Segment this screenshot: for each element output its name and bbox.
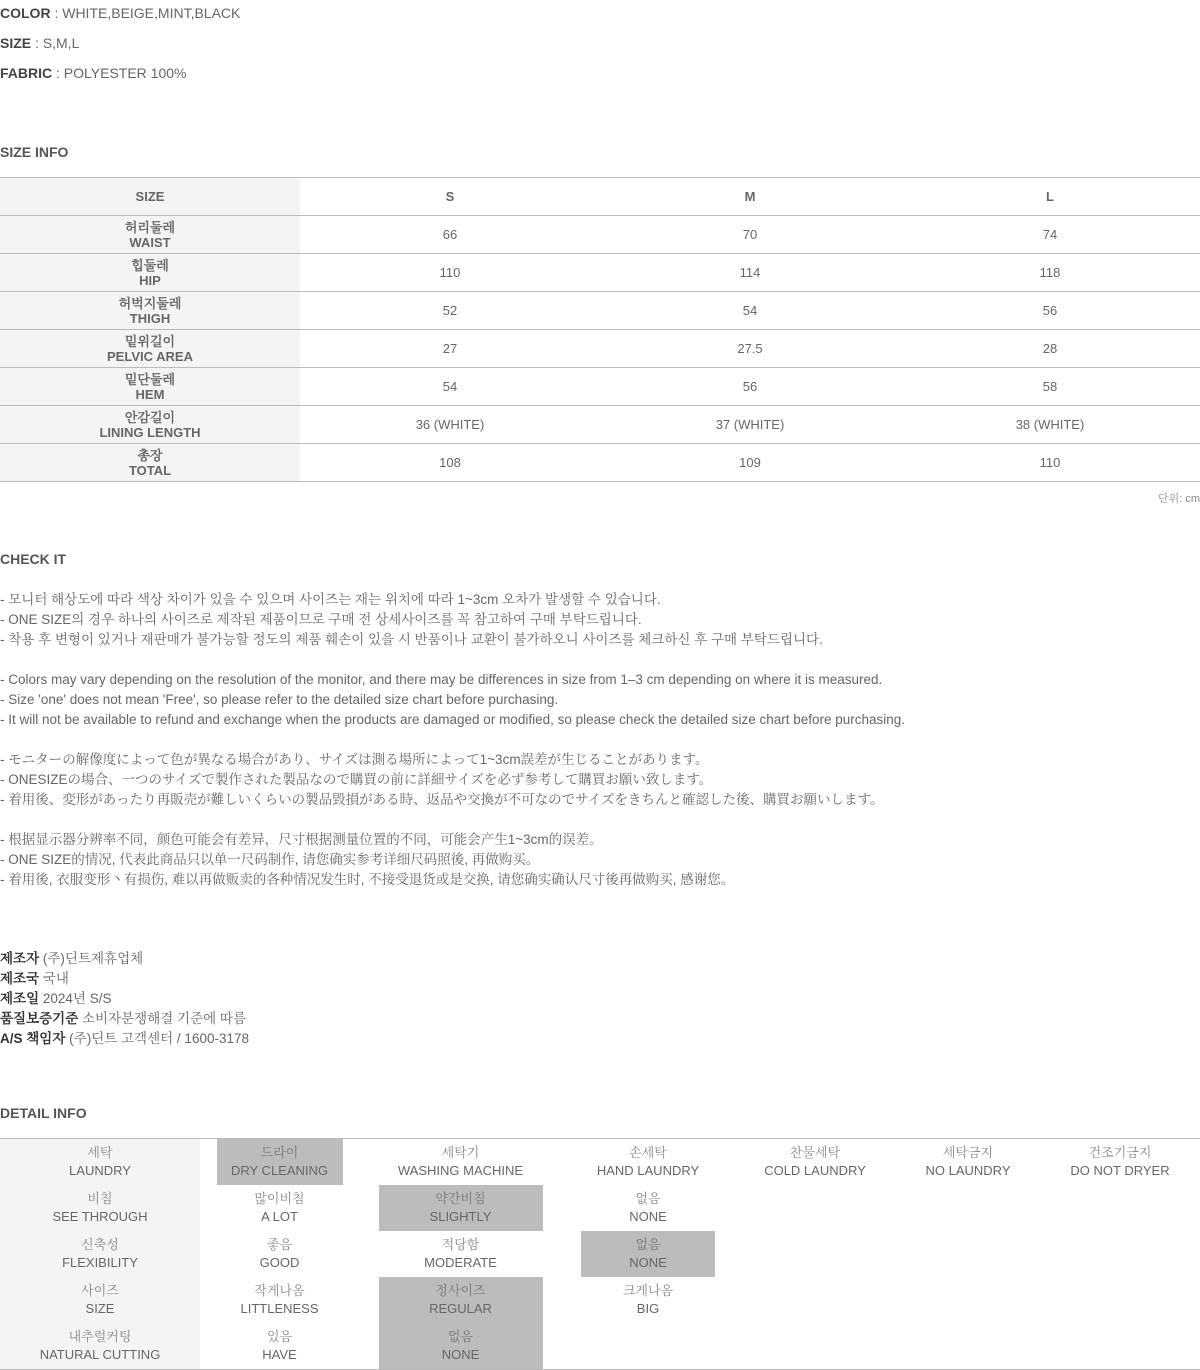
option-cell-selected	[379, 1185, 543, 1231]
category-ko: 비침	[87, 1191, 113, 1206]
detail-row-laundry	[0, 1139, 1200, 1186]
category-cell	[62, 1231, 138, 1277]
option-cell	[262, 1323, 296, 1369]
size-info-title: SIZE INFO	[0, 144, 69, 160]
maker-value: 소비자분쟁해결 기준에 따름	[82, 1011, 247, 1026]
row-label	[0, 330, 300, 368]
detail-category	[0, 1277, 200, 1323]
table-row	[0, 444, 1200, 482]
detail-option	[200, 1323, 359, 1370]
option-en: A LOT	[261, 1209, 298, 1224]
table-cell: 110	[900, 444, 1200, 482]
option-ko: 손세탁	[629, 1145, 667, 1160]
category-ko: 신축성	[81, 1237, 119, 1252]
table-cell: 66	[300, 216, 600, 254]
spec-value: WHITE,BEIGE,MINT,BLACK	[62, 5, 241, 21]
option-en: GOOD	[259, 1255, 300, 1270]
table-cell: 28	[900, 330, 1200, 368]
option-cell	[260, 1231, 300, 1277]
option-en: NONE	[629, 1255, 667, 1270]
table-cell: 74	[900, 216, 1200, 254]
detail-option	[359, 1231, 562, 1277]
detail-option	[562, 1185, 734, 1231]
detail-empty	[896, 1323, 1040, 1370]
detail-empty	[1040, 1277, 1200, 1323]
table-row	[0, 292, 1200, 330]
option-cell	[398, 1139, 523, 1185]
option-en: MODERATE	[424, 1255, 497, 1270]
option-ko: 약간비침	[435, 1191, 486, 1206]
category-en: NATURAL CUTTING	[39, 1347, 161, 1362]
row-label-ko: 총장	[137, 447, 163, 463]
table-cell: 54	[600, 292, 900, 330]
row-label-en: HIP	[139, 272, 161, 288]
table-cell: 56	[600, 368, 900, 406]
option-en: HAVE	[262, 1347, 297, 1362]
table-cell: 27.5	[600, 330, 900, 368]
row-label	[0, 368, 300, 406]
maker-value: (주)딘트 고객센터 / 1600-3178	[69, 1031, 249, 1046]
category-cell	[81, 1277, 119, 1323]
option-ko: 작게나옴	[254, 1283, 305, 1298]
spec-label: COLOR	[0, 5, 51, 21]
detail-option	[359, 1139, 562, 1186]
maker-line	[0, 1029, 249, 1049]
header-cell: L	[900, 178, 1200, 216]
detail-empty	[734, 1323, 896, 1370]
table-row	[0, 368, 1200, 406]
maker-value: 국내	[42, 971, 69, 986]
detail-row-see-through	[0, 1185, 1200, 1231]
category-ko: 내추럴커팅	[68, 1329, 132, 1344]
row-label-ko: 허리둘레	[124, 219, 176, 235]
detail-empty	[734, 1277, 896, 1323]
table-cell: 70	[600, 216, 900, 254]
option-cell	[925, 1139, 1010, 1185]
header-cell: SIZE	[0, 178, 300, 216]
detail-option	[359, 1277, 562, 1323]
option-en: WASHING MACHINE	[397, 1163, 524, 1178]
category-ko: 세탁	[87, 1145, 113, 1160]
table-cell: 108	[300, 444, 600, 482]
maker-label: A/S 책임자	[0, 1031, 66, 1046]
option-cell-selected	[379, 1277, 543, 1323]
table-row	[0, 330, 1200, 368]
option-en: NONE	[629, 1209, 667, 1224]
option-en: DRY CLEANING	[230, 1163, 329, 1178]
option-cell	[597, 1139, 699, 1185]
option-cell	[1070, 1139, 1169, 1185]
option-en: LITTLENESS	[240, 1301, 319, 1316]
detail-empty	[734, 1185, 896, 1231]
row-label	[0, 216, 300, 254]
row-label-en: TOTAL	[128, 462, 172, 478]
option-en: COLD LAUNDRY	[764, 1163, 866, 1178]
row-label-en: PELVIC AREA	[107, 348, 193, 364]
row-label	[0, 254, 300, 292]
detail-empty	[896, 1231, 1040, 1277]
maker-line	[0, 989, 249, 1009]
category-en: SIZE	[85, 1301, 115, 1316]
maker-line	[0, 1009, 249, 1029]
table-cell: 27	[300, 330, 600, 368]
spec-color: COLOR : WHITE,BEIGE,MINT,BLACK	[0, 5, 241, 21]
detail-option	[359, 1185, 562, 1231]
option-ko: 세탁기	[441, 1145, 480, 1160]
option-en: NO LAUNDRY	[925, 1163, 1011, 1178]
row-label	[0, 292, 300, 330]
table-row	[0, 406, 1200, 444]
row-label	[0, 444, 300, 482]
detail-option	[200, 1277, 359, 1323]
check-it-notes	[0, 590, 905, 890]
check-it-title: CHECK IT	[0, 551, 67, 567]
option-en: REGULAR	[429, 1301, 492, 1316]
spec-label: SIZE	[0, 35, 32, 51]
option-en: HAND LAUNDRY	[596, 1163, 700, 1178]
option-ko: 없음	[635, 1191, 661, 1206]
note-line: - ONE SIZE의 경우 하나의 사이즈로 제작된 제품이므로 구매 전 상세사이즈를 꼭 참고하여 구매 부탁드립니다.	[0, 612, 642, 627]
row-label-en: LINING LENGTH	[99, 424, 201, 440]
maker-label: 제조자	[0, 951, 40, 966]
note-gap	[0, 730, 905, 750]
table-cell: 54	[300, 368, 600, 406]
detail-empty	[734, 1231, 896, 1277]
option-ko: 많이비침	[254, 1191, 305, 1206]
option-cell-selected	[217, 1139, 343, 1185]
note-line: - Size 'one' does not mean 'Free', so please refer to the detailed size chart before purchasing.	[0, 692, 559, 707]
option-ko: 정사이즈	[435, 1283, 486, 1298]
detail-option	[200, 1185, 359, 1231]
maker-label: 품질보증기준	[0, 1011, 79, 1026]
row-label-en: WAIST	[129, 234, 171, 250]
detail-row-natural-cutting	[0, 1323, 1200, 1370]
detail-row-size	[0, 1277, 1200, 1323]
table-cell: 110	[300, 254, 600, 292]
row-label-ko: 안감길이	[124, 409, 176, 425]
detail-option	[896, 1139, 1040, 1186]
row-label-ko: 밑위길이	[124, 333, 176, 349]
detail-empty	[896, 1277, 1040, 1323]
category-ko: 사이즈	[81, 1283, 119, 1298]
option-cell	[424, 1231, 497, 1277]
category-cell	[69, 1139, 131, 1185]
row-label-en: THIGH	[129, 310, 171, 326]
option-ko: 있음	[266, 1329, 293, 1344]
category-cell	[52, 1185, 147, 1231]
category-cell	[40, 1323, 161, 1369]
detail-option	[562, 1277, 734, 1323]
table-row	[0, 254, 1200, 292]
note-line: - モニターの解像度によって色が異なる場合があり、サイズは測る場所によって1~3cm誤差が生じることがあります。	[0, 752, 709, 767]
table-cell: 118	[900, 254, 1200, 292]
note-line: - ONE SIZE的情况, 代表此商品只以单一尺码制作, 请您确实参考详细尺码照後, 再做购买。	[0, 852, 540, 867]
detail-empty	[562, 1323, 734, 1370]
maker-value: 2024년 S/S	[42, 991, 112, 1006]
size-table	[0, 177, 1200, 482]
option-cell-selected	[581, 1231, 715, 1277]
table-cell: 56	[900, 292, 1200, 330]
note-line: - 착용 후 변형이 있거나 재판매가 불가능할 정도의 제품 훼손이 있을 시 반품이나 교환이 불가하오니 사이즈를 체크하신 후 구매 부탁드립니다.	[0, 632, 823, 647]
table-cell: 37 (WHITE)	[600, 406, 900, 444]
detail-option	[1040, 1139, 1200, 1186]
note-gap	[0, 650, 905, 670]
option-cell	[629, 1185, 667, 1231]
detail-option	[734, 1139, 896, 1186]
option-cell-selected	[379, 1323, 543, 1369]
table-cell: 52	[300, 292, 600, 330]
note-line: - 根据显示器分辨率不同，颜色可能会有差异，尺寸根据测量位置的不同，可能会产生1~3cm的误差。	[0, 832, 603, 847]
row-label-en: HEM	[135, 386, 165, 402]
spec-value: S,M,L	[42, 35, 80, 51]
option-ko: 적당함	[441, 1237, 480, 1252]
detail-option	[562, 1139, 734, 1186]
maker-value: (주)딘트제휴업체	[42, 951, 144, 966]
maker-line	[0, 949, 249, 969]
option-en: SLIGHTLY	[429, 1209, 492, 1224]
detail-option	[562, 1231, 734, 1277]
option-en: DO NOT DRYER	[1070, 1163, 1170, 1178]
option-cell	[254, 1185, 304, 1231]
maker-label: 제조국	[0, 971, 40, 986]
note-line: - ONESIZEの場合、一つのサイズで製作された製品なので購買の前に詳細サイズを必ず参考して購買お願い致します。	[0, 772, 713, 787]
detail-empty	[1040, 1231, 1200, 1277]
option-ko: 건조기금지	[1088, 1145, 1152, 1160]
table-cell: 109	[600, 444, 900, 482]
row-label-ko: 허벅지둘레	[118, 295, 182, 311]
category-en: FLEXIBILITY	[62, 1255, 138, 1270]
option-ko: 찬물세탁	[789, 1145, 841, 1160]
maker-label: 제조일	[0, 991, 40, 1006]
detail-category	[0, 1323, 200, 1370]
option-ko: 좋음	[266, 1237, 293, 1252]
detail-info-title: DETAIL INFO	[0, 1105, 87, 1121]
size-table-header	[0, 178, 1200, 216]
detail-option	[200, 1139, 359, 1186]
row-label	[0, 406, 300, 444]
header-cell: S	[300, 178, 600, 216]
spec-label: FABRIC	[0, 65, 53, 81]
spec-value: POLYESTER 100%	[63, 65, 187, 81]
category-en: SEE THROUGH	[52, 1209, 148, 1224]
detail-empty	[1040, 1185, 1200, 1231]
detail-empty	[896, 1185, 1040, 1231]
table-cell: 114	[600, 254, 900, 292]
option-en: BIG	[636, 1301, 660, 1316]
unit-note: 단위: cm	[1157, 493, 1200, 505]
spec-size: SIZE : S,M,L	[0, 35, 80, 51]
note-gap	[0, 810, 905, 830]
maker-info	[0, 949, 249, 1049]
detail-table	[0, 1138, 1200, 1370]
note-line: - It will not be available to refund and exchange when the products are damaged or modified, so please check the detailed size chart before purchasing.	[0, 712, 906, 727]
option-ko: 세탁금지	[942, 1145, 994, 1160]
detail-row-flexibility	[0, 1231, 1200, 1277]
note-line: - 着用後、変形があったり再販売が難しいくらいの製品毀損がある時、返品や交換が不可なのでサイズをきちんと確認した後、購買お願いします。	[0, 792, 884, 807]
table-cell: 36 (WHITE)	[300, 406, 600, 444]
detail-empty	[1040, 1323, 1200, 1370]
table-cell: 38 (WHITE)	[900, 406, 1200, 444]
table-row	[0, 216, 1200, 254]
note-line: - 모니터 해상도에 따라 색상 차이가 있을 수 있으며 사이즈는 재는 위치에 따라 1~3cm 오차가 발생할 수 있습니다.	[0, 592, 661, 607]
option-cell	[240, 1277, 318, 1323]
note-line: - Colors may vary depending on the resolution of the monitor, and there may be differences in size from 1–3 cm depending on where it is measured.	[0, 672, 883, 687]
spec-fabric: FABRIC : POLYESTER 100%	[0, 65, 187, 81]
detail-category	[0, 1231, 200, 1277]
option-ko: 없음	[635, 1237, 661, 1252]
maker-line	[0, 969, 249, 989]
option-ko: 없음	[447, 1329, 474, 1344]
row-label-ko: 힙둘레	[131, 257, 169, 273]
detail-category	[0, 1185, 200, 1231]
table-cell: 58	[900, 368, 1200, 406]
option-cell	[764, 1139, 866, 1185]
option-ko: 크게나옴	[622, 1283, 674, 1298]
option-en: NONE	[441, 1347, 480, 1362]
option-ko: 드라이	[260, 1145, 299, 1160]
category-en: LAUNDRY	[69, 1163, 131, 1178]
detail-option	[359, 1323, 562, 1370]
note-line: - 着用後, 衣服变形丶有损伤, 难以再做贩卖的各种情况发生时, 不接受退货或是交换, 请您确实确认尺寸後再做购买, 感谢您。	[0, 872, 735, 887]
option-cell	[623, 1277, 673, 1323]
header-cell: M	[600, 178, 900, 216]
row-label-ko: 밑단둘레	[124, 371, 176, 387]
detail-category	[0, 1139, 200, 1186]
detail-option	[200, 1231, 359, 1277]
